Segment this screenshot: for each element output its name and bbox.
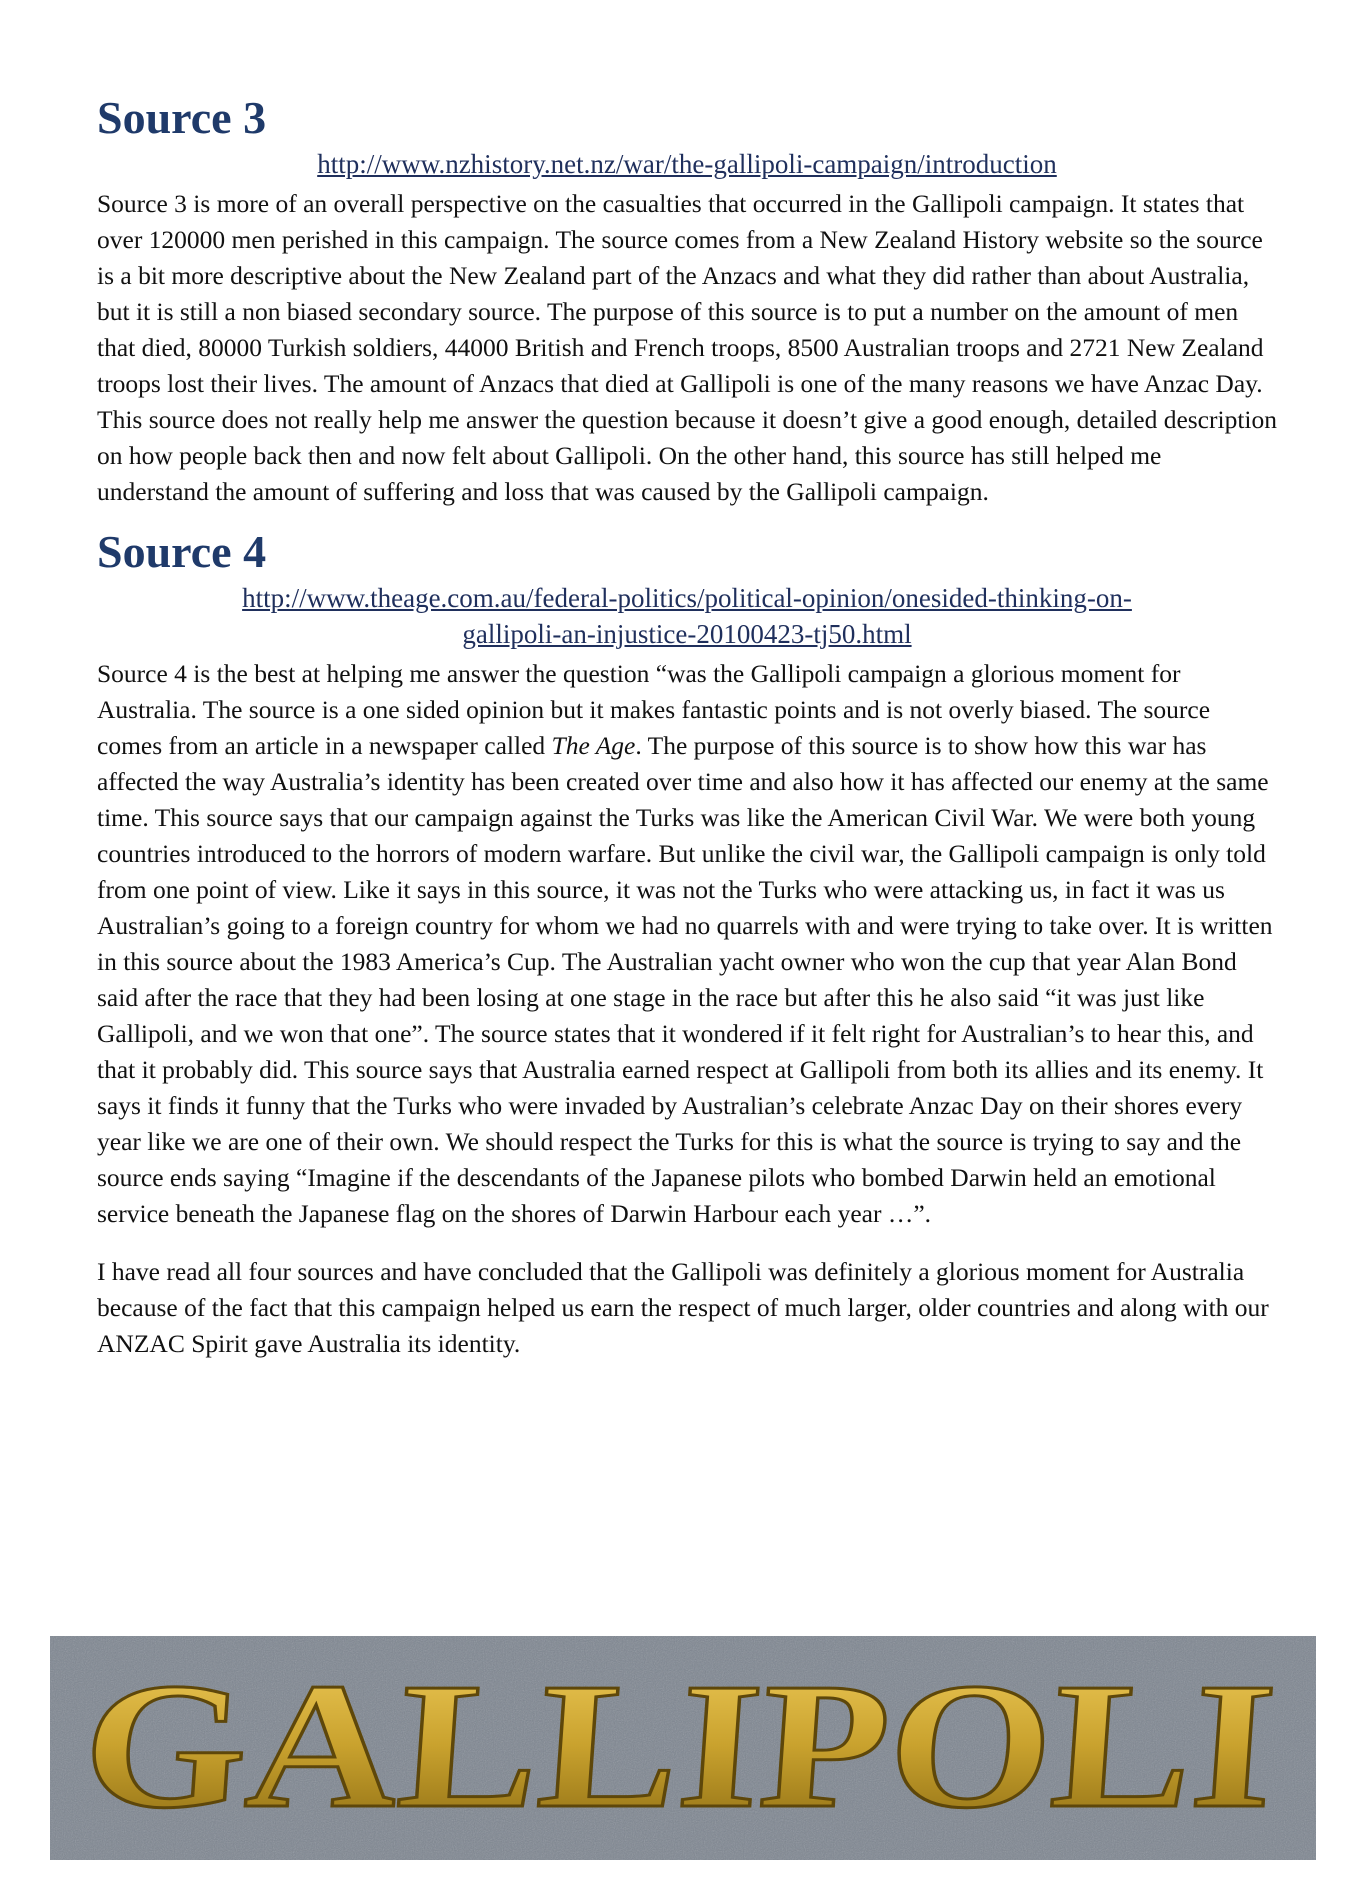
source-4-link-line-1: http://www.theage.com.au/federal-politics/political-opinion/onesided-thinking-on- xyxy=(242,583,1132,613)
source-4-text-part-2: . The purpose of this source is to show how this war has affected the way Australia’s identity has been created over time and also how it has affected our enemy at the same time. This source says that our campaign against the Turks was like the American Civil War. We were both young countries introduced to the horrors of modern warfare. But unlike the civil war, the Gallipoli campaign is only told from one point of view. Like it says in this source, it was not the Turks who were attacking us, in fact it was us Australian’s going to a foreign country for whom we had no quarrels with and were trying to take over. It is written in this source about the 1983 America’s Cup. The Australian yacht owner who won the cup that year Alan Bond said after the race that they had been losing at one stage in the race but after this he also said “it was just like Gallipoli, and we won that one”. The source states that it wondered if it felt right for Australian’s to hear this, and that it probably did. This source says that Australia earned respect at Gallipoli from both its allies and its enemy. It says it finds it funny that the Turks who were invaded by Australian’s celebrate Anzac Day on their shores every year like we are one of their own. We should respect the Turks for this is what the source is trying to say and the source ends saying “Imagine if the descendants of the Japanese pilots who bombed Darwin held an emotional service beneath the Japanese flag on the shores of Darwin Harbour each year …”. xyxy=(97,731,1273,1228)
source-4-text-part-1: Source 4 is the best at helping me answer the question “was the Gallipoli campaign a glorious moment for Australia. The source is a one sided opinion but it makes fantastic points and is not overly biased. The source comes from an article in a newspaper called xyxy=(97,659,1211,760)
conclusion-paragraph: I have read all four sources and have concluded that the Gallipoli was definitely a glorious moment for Australia because of the fact that this campaign helped us earn the respect of much larger, older countries and along with our ANZAC Spirit gave Australia its identity. xyxy=(97,1257,1269,1358)
gallipoli-lettering xyxy=(77,1645,1281,1845)
gallipoli-text: GALLIPOLI xyxy=(77,1645,1112,1845)
source-4-link-line-2: gallipoli-an-injustice-20100423-tj50.html xyxy=(462,619,912,649)
source-4-heading: Source 4 xyxy=(97,526,267,577)
gallipoli-inscription-graphic xyxy=(50,1636,1316,1860)
gallipoli-stone-image xyxy=(50,1636,1316,1860)
source-3-section xyxy=(97,90,1277,510)
source-3-heading: Source 3 xyxy=(97,92,267,143)
source-4-link[interactable] xyxy=(97,580,1277,652)
newspaper-title: The Age xyxy=(551,731,636,760)
source-4-section xyxy=(97,524,1277,1232)
document-content xyxy=(97,90,1277,1362)
source-3-link[interactable]: http://www.nzhistory.net.nz/war/the-gallipoli-campaign/introduction xyxy=(317,149,1057,179)
source-4-paragraph xyxy=(97,656,1277,1232)
source-3-paragraph: Source 3 is more of an overall perspective on the casualties that occurred in the Gallipoli campaign. It states that over 120000 men perished in this campaign. The source comes from a New Zealand History website so the source is a bit more descriptive about the New Zealand part of the Anzacs and what they did rather than about Australia, but it is still a non biased secondary source. The purpose of this source is to put a number on the amount of men that died, 80000 Turkish soldiers, 44000 British and French troops, 8500 Australian troops and 2721 New Zealand troops lost their lives. The amount of Anzacs that died at Gallipoli is one of the many reasons we have Anzac Day. This source does not really help me answer the question because it doesn’t give a good enough, detailed description on how people back then and now felt about Gallipoli. On the other hand, this source has still helped me understand the amount of suffering and loss that was caused by the Gallipoli campaign. xyxy=(97,189,1277,506)
